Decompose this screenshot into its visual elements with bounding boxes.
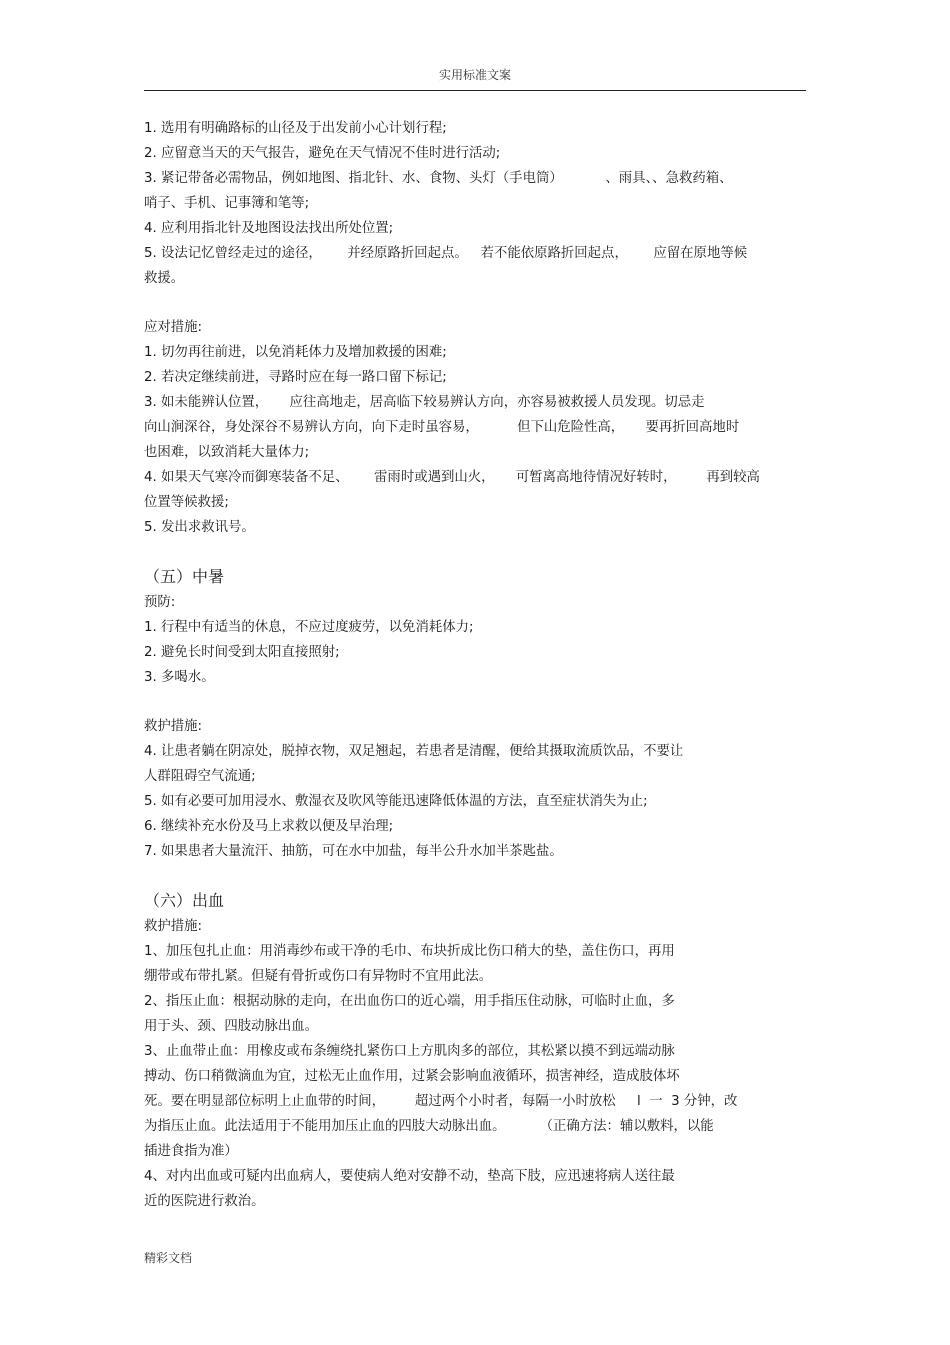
heatstroke-first-aid-block (144, 714, 809, 864)
response-measures-block (144, 315, 809, 540)
text-line: 1. 选用有明确路标的山径及于出发前小心计划行程; (144, 121, 447, 136)
text-line: 救援。 (144, 271, 185, 286)
text-line: 为指压止血。此法适用于不能用加压止血的四肢大动脉出血。 （正确方法：辅以敷料，以能 (144, 1119, 714, 1134)
text-line: 人群阻碍空气流通; (144, 769, 256, 784)
text-line: 近的医院进行救治。 (144, 1194, 265, 1209)
subheading: 预防: (144, 595, 176, 610)
text-line: 1. 行程中有适当的休息，不应过度疲劳，以免消耗体力; (144, 620, 474, 635)
text-line: 死。要在明显部位标明上止血带的时间， 超过两个小时者，每隔一小时放松 l 一 3 分钟，改 (144, 1094, 738, 1109)
text-line: 用于头、颈、四肢动脉出血。 (144, 1019, 319, 1034)
text-line: 4. 如果天气寒冷而御寒装备不足、 雷雨时或遇到山火， 可暂离高地待情况好转时， 再到较高 (144, 470, 760, 485)
text-line: 2. 避免长时间受到太阳直接照射; (144, 645, 340, 660)
page-footer: 精彩文档 (144, 1251, 193, 1265)
text-line: 4. 应利用指北针及地图设法找出所处位置; (144, 221, 394, 236)
text-line: 3. 多喝水。 (144, 670, 215, 685)
text-line: 6. 继续补充水份及马上求救以便及早治理; (144, 819, 394, 834)
page-header: 实用标准文案 (438, 68, 511, 82)
subheading: 应对措施: (144, 320, 203, 335)
text-line: 搏动、伤口稍微滴血为宜，过松无止血作用，过紧会影响血液循环，损害神经，造成肢体坏 (144, 1069, 680, 1084)
section-title: （五）中暑 (144, 567, 225, 586)
subheading: 救护措施: (144, 719, 203, 734)
heatstroke-section (144, 564, 809, 690)
text-line: 5. 设法记忆曾经走过的途径， 并经原路折回起点。 若不能依原路折回起点， 应留在原地等候 (144, 246, 748, 261)
header-rule (144, 90, 806, 91)
text-line: 1、加压包扎止血：用消毒纱布或干净的毛巾、布块折成比伤口稍大的垫，盖住伤口，再用 (144, 944, 675, 959)
precautions-block (144, 116, 809, 291)
text-line: 2. 若决定继续前进，寻路时应在每一路口留下标记; (144, 370, 447, 385)
subheading: 救护措施: (144, 919, 203, 934)
text-line: 位置等候救援; (144, 495, 229, 510)
text-line: 也困难，以致消耗大量体力; (144, 445, 310, 460)
text-line: 2、指压止血：根据动脉的走向，在出血伤口的近心端，用手指压住动脉，可临时止血，多 (144, 994, 675, 1009)
document-body (144, 116, 809, 1214)
text-line: 3、止血带止血：用橡皮或布条缠绕扎紧伤口上方肌肉多的部位，其松紧以摸不到远端动脉 (144, 1044, 675, 1059)
text-line: 向山涧深谷，身处深谷不易辨认方向，向下走时虽容易， 但下山危险性高， 要再折回高地时 (144, 420, 740, 435)
text-line: 5. 如有必要可加用浸水、敷湿衣及吹风等能迅速降低体温的方法，直至症状消失为止; (144, 794, 648, 809)
text-line: 4. 让患者躺在阴凉处，脱掉衣物，双足翘起，若患者是清醒，便给其摄取流质饮品，不要让 (144, 744, 684, 759)
text-line: 7. 如果患者大量流汗、抽筋，可在水中加盐，每半公升水加半茶匙盐。 (144, 844, 563, 859)
text-line: 插进食指为准） (144, 1144, 238, 1159)
bleeding-section (144, 888, 809, 1214)
text-line: 哨子、手机、记事簿和笔等; (144, 196, 310, 211)
text-line: 3. 紧记带备必需物品，例如地图、指北针、水、食物、头灯（手电筒） 、雨具、、急救药箱、 (144, 171, 733, 186)
text-line: 3. 如未能辨认位置， 应往高地走，居高临下较易辨认方向，亦容易被救援人员发现。切忌走 (144, 395, 705, 410)
text-line: 5. 发出求救讯号。 (144, 520, 255, 535)
text-line: 2. 应留意当天的天气报告，避免在天气情况不佳时进行活动; (144, 146, 501, 161)
text-line: 4、对内出血或可疑内出血病人，要使病人绝对安静不动，垫高下肢，应迅速将病人送往最 (144, 1169, 675, 1184)
section-title: （六）出血 (144, 891, 225, 910)
text-line: 1. 切勿再往前进，以免消耗体力及增加救援的困难; (144, 345, 447, 360)
text-line: 绷带或布带扎紧。但疑有骨折或伤口有异物时不宜用此法。 (144, 969, 493, 984)
